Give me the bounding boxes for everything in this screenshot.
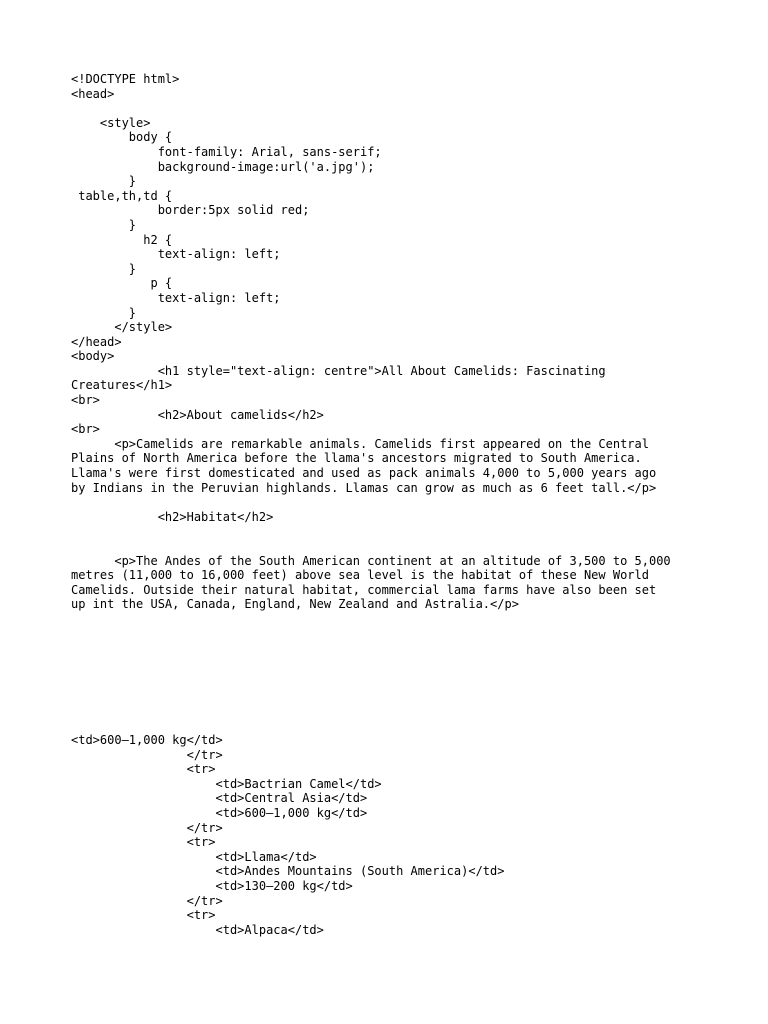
- code-line: </tr>: [71, 747, 223, 762]
- code-line: text-align: left;: [71, 290, 281, 305]
- code-line: [71, 524, 671, 539]
- code-line: metres (11,000 to 16,000 feet) above sea level is the habitat of these New World: [71, 568, 649, 583]
- code-line: p {: [71, 276, 173, 291]
- code-line: <h2>About camelids</h2>: [71, 407, 324, 422]
- code-line: <tr>: [71, 908, 216, 923]
- code-line: font-family: Arial, sans-serif;: [71, 144, 382, 159]
- code-line: </tr>: [71, 893, 223, 908]
- code-line: </tr>: [71, 820, 223, 835]
- code-line: [71, 101, 671, 116]
- code-line: h2 {: [71, 232, 173, 247]
- code-line: <td>130–200 kg</td>: [71, 878, 353, 893]
- code-listing-top: [71, 72, 671, 612]
- code-line: <td>Central Asia</td>: [71, 791, 368, 806]
- code-line: <style>: [71, 115, 151, 130]
- code-line: <h2>Habitat</h2>: [71, 509, 274, 524]
- code-line: up int the USA, Canada, England, New Zealand and Astralia.</p>: [71, 597, 519, 612]
- code-line: <td>Bactrian Camel</td>: [71, 776, 382, 791]
- code-line: }: [71, 305, 137, 320]
- code-line: <tr>: [71, 835, 216, 850]
- code-line: by Indians in the Peruvian highlands. Llamas can grow as much as 6 feet tall.</p>: [71, 480, 657, 495]
- code-line: <p>The Andes of the South American continent at an altitude of 3,500 to 5,000: [71, 553, 671, 568]
- code-line: Plains of North America before the llama's ancestors migrated to South America.: [71, 451, 642, 466]
- code-line: <td>Llama</td>: [71, 849, 317, 864]
- code-line: text-align: left;: [71, 247, 281, 262]
- code-line: <br>: [71, 393, 100, 408]
- code-line: Camelids. Outside their natural habitat, commercial lama farms have also been set: [71, 582, 657, 597]
- code-line: Creatures</h1>: [71, 378, 173, 393]
- code-line: body {: [71, 130, 173, 145]
- code-line: </head>: [71, 334, 122, 349]
- code-line: [71, 539, 671, 554]
- code-line: border:5px solid red;: [71, 203, 310, 218]
- code-line: <p>Camelids are remarkable animals. Camelids first appeared on the Central: [71, 436, 649, 451]
- code-line: <h1 style="text-align: centre">All About Camelids: Fascinating: [71, 363, 606, 378]
- code-line: <br>: [71, 422, 100, 437]
- code-line: background-image:url('a.jpg');: [71, 159, 375, 174]
- code-line: }: [71, 217, 137, 232]
- code-line: Llama's were first domesticated and used as pack animals 4,000 to 5,000 years ago: [71, 466, 657, 481]
- code-line: table,th,td {: [71, 188, 173, 203]
- code-line: <td>600–1,000 kg</td>: [71, 805, 368, 820]
- code-line: <head>: [71, 86, 115, 101]
- code-line: [71, 495, 671, 510]
- code-line: <body>: [71, 349, 115, 364]
- code-line: <!DOCTYPE html>: [71, 72, 180, 86]
- code-line: <td>Andes Mountains (South America)</td>: [71, 864, 505, 879]
- code-line: <td>600–1,000 kg</td>: [71, 733, 223, 747]
- code-line: }: [71, 174, 137, 189]
- code-line: <td>Alpaca</td>: [71, 922, 324, 937]
- code-listing-bottom: [71, 733, 504, 937]
- code-line: }: [71, 261, 137, 276]
- code-line: </style>: [71, 320, 173, 335]
- code-line: <tr>: [71, 762, 216, 777]
